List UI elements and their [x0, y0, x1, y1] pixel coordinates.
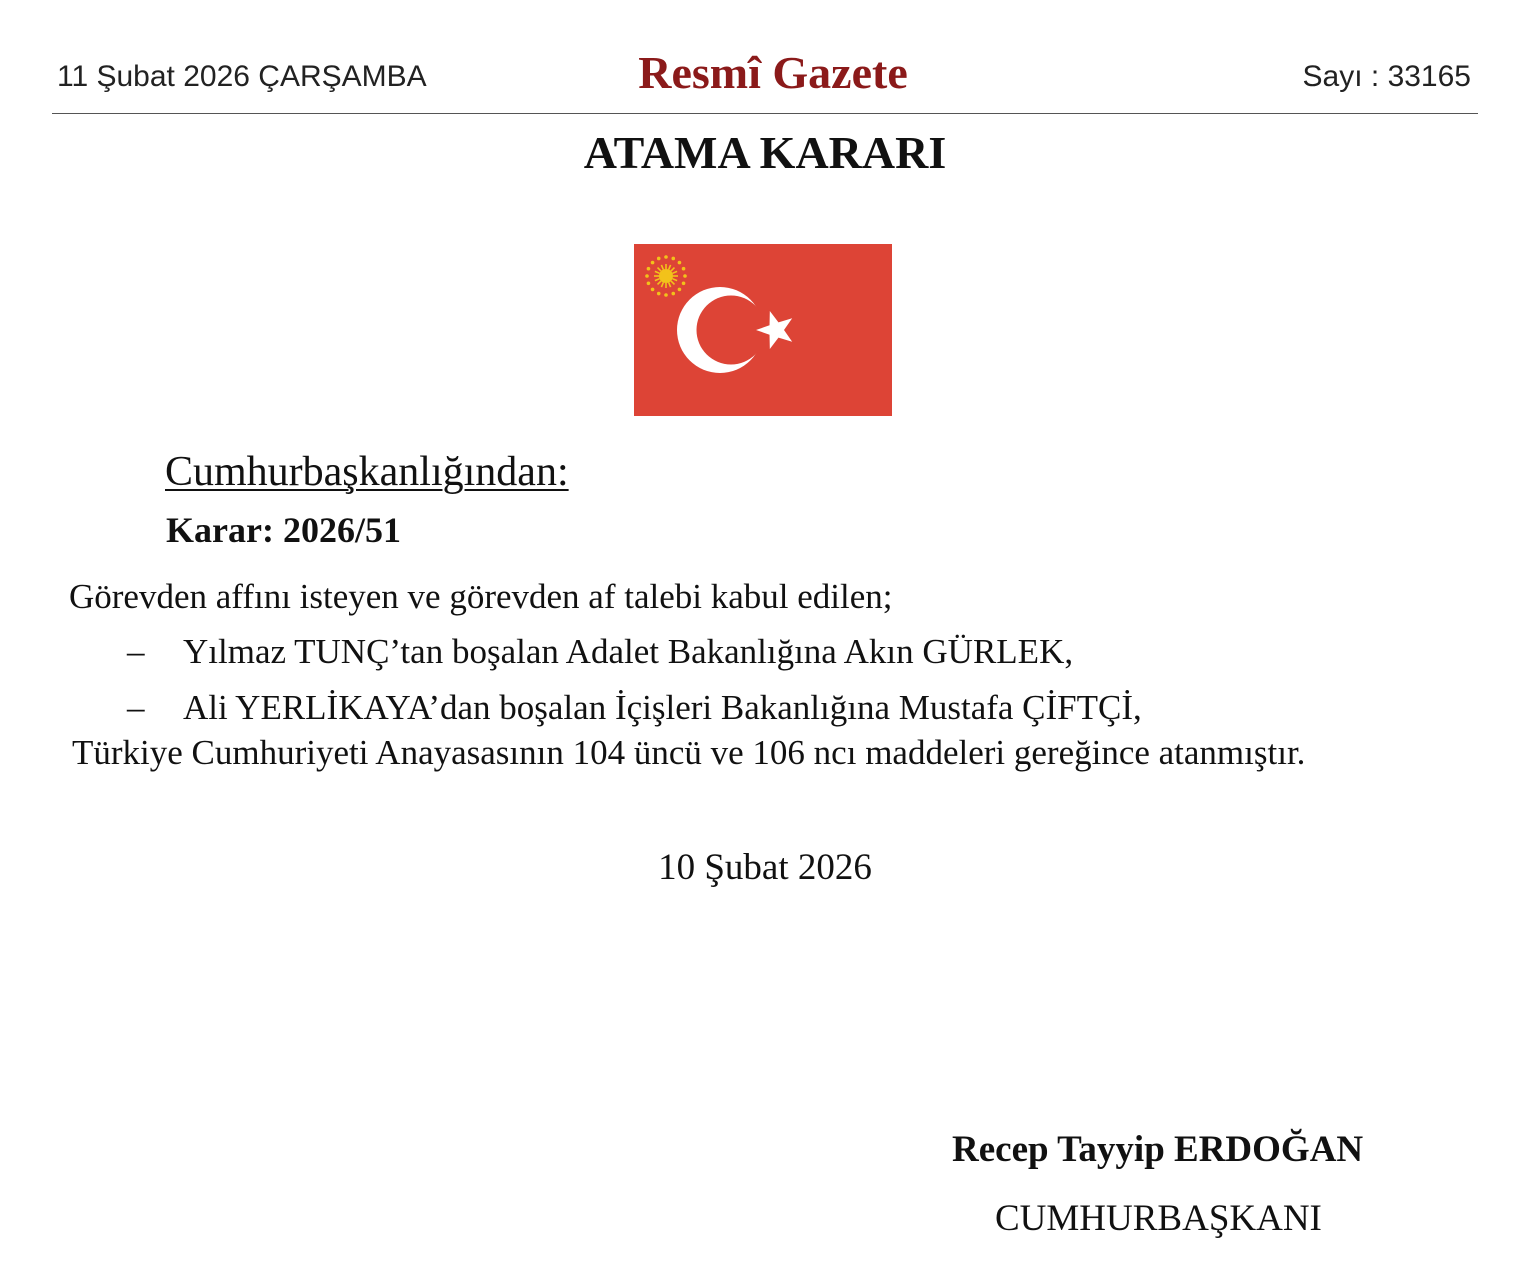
- issuer-heading: Cumhurbaşkanlığından:: [165, 449, 569, 495]
- turkish-flag-icon: [634, 244, 892, 416]
- list-item-text: Ali YERLİKAYA’dan boşalan İçişleri Bakanlığına Mustafa ÇİFTÇİ,: [183, 688, 1142, 727]
- decision-date: 10 Şubat 2026: [658, 847, 872, 888]
- signer-title: CUMHURBAŞKANI: [995, 1198, 1322, 1239]
- header-divider: [52, 113, 1478, 114]
- list-item: [127, 688, 145, 728]
- signer-name: Recep Tayyip ERDOĞAN: [952, 1129, 1364, 1170]
- list-item-text: Yılmaz TUNÇ’tan boşalan Adalet Bakanlığına Akın GÜRLEK,: [183, 632, 1074, 671]
- document-title: ATAMA KARARI: [583, 127, 947, 178]
- list-item: [127, 632, 145, 672]
- issue-number: Sayı : 33165: [1302, 60, 1471, 93]
- intro-text: Görevden affını isteyen ve görevden af talebi kabul edilen;: [69, 577, 893, 616]
- publication-title: Resmî Gazete: [638, 47, 908, 98]
- header-date: 11 Şubat 2026 ÇARŞAMBA: [57, 60, 427, 93]
- closing-text: Türkiye Cumhuriyeti Anayasasının 104 üncü ve 106 ncı maddeleri gereğince atanmıştır.: [72, 733, 1306, 772]
- list-dash: –: [127, 632, 145, 671]
- list-dash: –: [127, 688, 145, 727]
- decision-number: Karar: 2026/51: [166, 510, 401, 550]
